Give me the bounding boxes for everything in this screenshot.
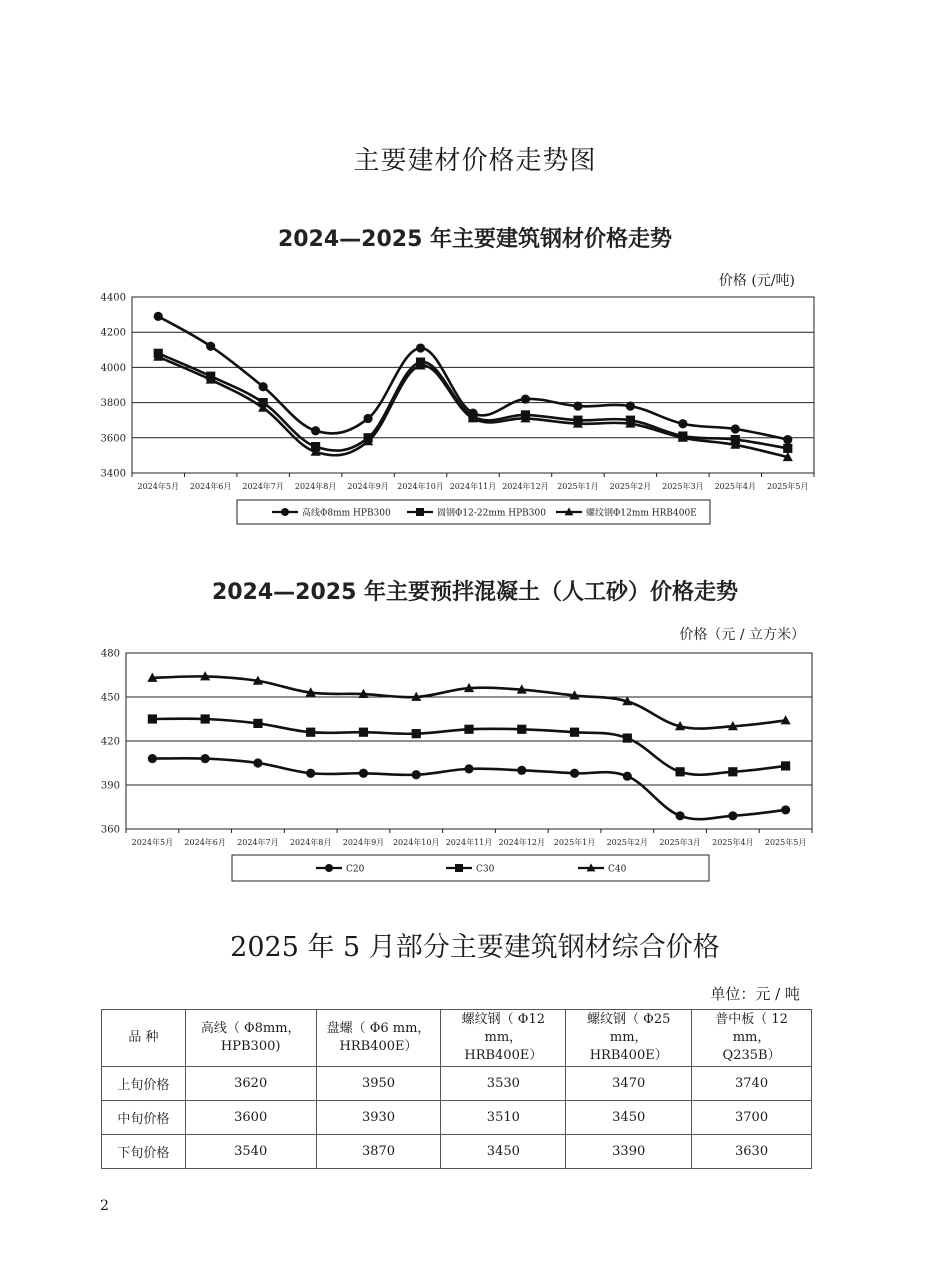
table-cell: 3530 <box>441 1067 566 1101</box>
legend-label: 螺纹钢Φ12mm HRB400E <box>586 508 697 519</box>
x-tick-label: 2024年8月 <box>294 482 337 491</box>
circle-marker <box>781 805 790 814</box>
x-tick-label: 2025年1月 <box>557 482 599 491</box>
circle-marker <box>464 764 473 773</box>
x-tick-label: 2025年5月 <box>764 838 807 847</box>
square-marker <box>253 719 262 728</box>
row-label: 中旬价格 <box>102 1101 186 1135</box>
table-cell: 3470 <box>566 1067 692 1101</box>
y-tick-label: 3600 <box>100 433 126 445</box>
x-tick-label: 2025年2月 <box>609 482 652 491</box>
concrete-chart-ylabel: 价格（元 / 立方米） <box>679 627 805 643</box>
table-cell: 3930 <box>316 1101 441 1135</box>
x-tick-label: 2024年9月 <box>347 482 389 491</box>
table-cell: 3540 <box>185 1135 316 1169</box>
circle-marker <box>570 769 579 778</box>
x-tick-label: 2024年8月 <box>289 838 332 847</box>
header-line: 螺纹钢（ Φ25 mm， <box>587 1012 671 1045</box>
header-line: 螺纹钢（ Φ12 mm， <box>461 1012 546 1045</box>
circle-marker <box>201 754 210 763</box>
y-tick-label: 4400 <box>100 292 126 304</box>
table-header-cell <box>441 1010 566 1067</box>
header-line: HRB400E） <box>589 1048 668 1063</box>
circle-marker <box>517 766 526 775</box>
circle-marker <box>253 758 262 767</box>
row-label: 下旬价格 <box>102 1135 186 1169</box>
header-line: HPB300) <box>220 1039 281 1054</box>
y-tick-label: 4000 <box>100 362 126 374</box>
square-marker <box>201 714 210 723</box>
x-tick-label: 2024年5月 <box>131 838 174 847</box>
circle-marker <box>623 772 632 781</box>
table-row <box>102 1101 812 1135</box>
page-number: 2 <box>100 1198 109 1214</box>
x-tick-label: 2025年1月 <box>553 838 596 847</box>
y-tick-label: 420 <box>100 736 120 748</box>
x-tick-label: 2024年10月 <box>392 838 440 847</box>
header-line: 盘螺（ Φ6 mm， <box>326 1021 431 1036</box>
table-header-cell <box>566 1010 692 1067</box>
x-tick-label: 2025年2月 <box>606 838 649 847</box>
steel-chart-title: 2024—2025 年主要建筑钢材价格走势 <box>277 227 673 252</box>
x-tick-label: 2024年9月 <box>342 838 385 847</box>
circle-marker <box>675 811 684 820</box>
steel-chart-ylabel: 价格 (元/吨) <box>718 273 795 289</box>
y-tick-label: 360 <box>100 824 120 836</box>
concrete-chart-title: 2024—2025 年主要预拌混凝土（人工砂）价格走势 <box>211 580 739 605</box>
header-line: 品 种 <box>128 1030 159 1045</box>
x-tick-label: 2024年12月 <box>502 482 549 491</box>
series-circle <box>148 754 790 820</box>
table-header-cell <box>185 1010 316 1067</box>
y-tick-label: 3800 <box>100 398 126 410</box>
table-cell: 3620 <box>185 1067 316 1101</box>
steel-price-table <box>101 1009 812 1169</box>
table-cell: 3870 <box>316 1135 441 1169</box>
y-tick-label: 450 <box>100 692 120 704</box>
header-line: 普中板（ 12 mm， <box>715 1012 788 1045</box>
x-tick-label: 2025年5月 <box>767 482 809 491</box>
table-header-row <box>102 1010 812 1067</box>
legend-label: C40 <box>608 864 627 875</box>
square-marker <box>464 725 473 734</box>
square-marker <box>517 725 526 734</box>
square-marker <box>455 864 463 872</box>
circle-marker <box>728 811 737 820</box>
header-line: HRB400E） <box>339 1039 418 1054</box>
square-marker <box>570 728 579 737</box>
table-header-cell <box>316 1010 441 1067</box>
square-marker <box>306 728 315 737</box>
x-tick-label: 2025年4月 <box>712 838 754 847</box>
x-tick-label: 2024年10月 <box>397 482 444 491</box>
y-tick-label: 480 <box>100 648 120 660</box>
circle-marker <box>412 770 421 779</box>
square-marker <box>623 733 632 742</box>
table-cell: 3600 <box>185 1101 316 1135</box>
x-tick-label: 2024年7月 <box>237 838 279 847</box>
table-cell: 3700 <box>692 1101 812 1135</box>
square-marker <box>359 728 368 737</box>
x-tick-label: 2024年7月 <box>242 482 284 491</box>
square-marker <box>728 767 737 776</box>
table-cell: 3740 <box>692 1067 812 1101</box>
legend-label: 圆钢Φ12-22mm HPB300 <box>437 508 546 519</box>
x-tick-label: 2024年6月 <box>184 838 226 847</box>
circle-marker <box>148 754 157 763</box>
y-tick-label: 4200 <box>100 327 126 339</box>
square-marker <box>781 761 790 770</box>
legend-label: 高线Φ8mm HPB300 <box>302 508 391 519</box>
table-cell: 3450 <box>441 1135 566 1169</box>
x-tick-label: 2024年11月 <box>445 838 493 847</box>
table-row <box>102 1135 812 1169</box>
legend-label: C20 <box>346 864 365 875</box>
header-line: HRB400E） <box>464 1048 543 1063</box>
table-unit: 单位：元 / 吨 <box>710 985 800 1003</box>
header-line: 高线（ Φ8mm， <box>200 1021 301 1036</box>
circle-marker <box>306 769 315 778</box>
table-cell: 3950 <box>316 1067 441 1101</box>
square-marker <box>675 767 684 776</box>
x-tick-label: 2024年6月 <box>189 482 232 491</box>
table-cell: 3510 <box>441 1101 566 1135</box>
table-title: 2025 年 5 月部分主要建筑钢材综合价格 <box>230 932 720 963</box>
table-cell: 3390 <box>566 1135 692 1169</box>
x-tick-label: 2024年5月 <box>137 482 179 491</box>
table-header-cell <box>102 1010 186 1067</box>
table-row <box>102 1067 812 1101</box>
row-label: 上旬价格 <box>102 1067 186 1101</box>
x-tick-label: 2024年12月 <box>498 838 546 847</box>
legend-label: C30 <box>476 864 495 875</box>
x-tick-label: 2024年11月 <box>449 482 497 491</box>
circle-marker <box>325 864 333 872</box>
circle-marker <box>359 769 368 778</box>
x-tick-label: 2025年4月 <box>714 482 757 491</box>
y-tick-label: 390 <box>100 780 120 792</box>
x-tick-label: 2025年3月 <box>662 482 704 491</box>
y-tick-label: 3400 <box>100 468 126 480</box>
table-cell: 3450 <box>566 1101 692 1135</box>
square-marker <box>148 714 157 723</box>
page-title: 主要建材价格走势图 <box>353 146 597 176</box>
header-line: Q235B） <box>722 1048 781 1063</box>
x-tick-label: 2025年3月 <box>659 838 701 847</box>
table-cell: 3630 <box>692 1135 812 1169</box>
table-header-cell <box>692 1010 812 1067</box>
square-marker <box>412 729 421 738</box>
